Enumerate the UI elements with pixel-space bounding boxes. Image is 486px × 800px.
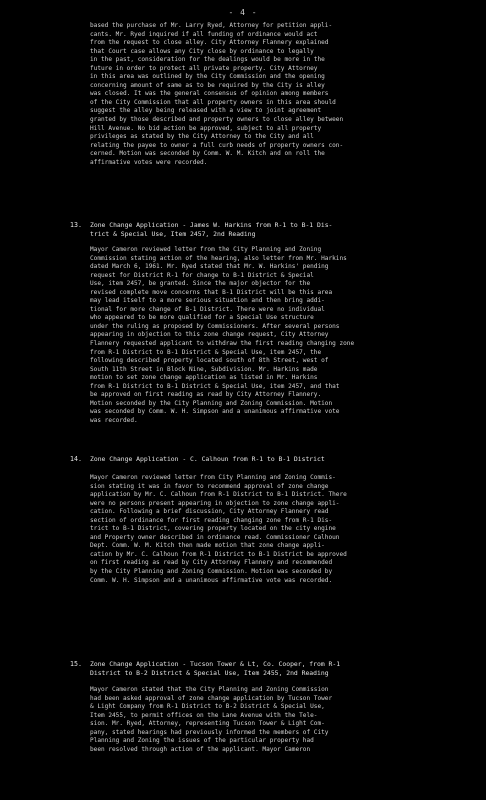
item-number: 14. <box>70 455 82 463</box>
intro-paragraph: based the purchase of Mr. Larry Ryed, Attorney for petition appli- cants. Mr. Ryed inquired if all funding of ordinance would act from the request to close alley. City Attorney Flannery explained that Court case allows any City close by ordinance to legally in the past, consideration for the dealings would be more in the future in order to protect all private property. City Attorney in this area was outlined by the City Commission and the opening concerning amount of same as to be required by the City is alley was closed. It was the general consensus of opinion among members of the City Commission that all property owners in this area should suggest the alley being released with a view to joint agreement granted by those described and property owners to close alley between Hill Avenue. No bid action be approved, subject to all property privileges as stated by the City Attorney to the City and all relating the payee to owner a full curb needs of property owners con- cerned. Motion was seconded by Comm. W. M. Kitch and on roll the affirmative votes were recorded. <box>90 22 344 166</box>
item-heading: Zone Change Application - C. Calhoun from R-1 to B-1 District <box>90 455 325 463</box>
item-heading: Zone Change Application - Tucson Tower & Lt, Co. Cooper, from R-1 District to B-2 District & Special Use, Item 2455, 2nd Reading <box>90 660 341 677</box>
item-number: 13. <box>70 221 82 229</box>
item-body: Mayor Cameron stated that the City Planning and Zoning Commission had been asked approval of zone change application by Tucson Tower & Light Company from R-1 District to B-2 District & Special Use, Item 2455, to permit offices on the Lane Avenue with the Tele- sion. Mr. Ryed, Attorney, representing Tucson Tower & Light Com- pany, stated hearings had previously informed the members of City Planning and Zoning the issues of the particular property had been resolved through action of the applicant. Mayor Cameron <box>90 686 333 753</box>
item-heading: Zone Change Application - James W. Harkins from R-1 to B-1 Dis- trict & Special Use, Item 2457, 2nd Reading <box>90 221 333 238</box>
item-body: Mayor Cameron reviewed letter from City Planning and Zoning Commis- sion stating it was in favor to recommend approval of zone change application by Mr. C. Calhoun from R-1 District to B-1 District. There were no persons present appearing in objection to zone change appli- cation. Following a brief discussion, City Attorney Flannery read section of ordinance for first reading changing zone from R-1 Dis- trict to B-1 District, covering property located on the city engine and Property owner described in ordinance read. Commissioner Calhoun Dept. Comm. W. M. Kitch then made motion that zone change appli- cation by Mr. C. Calhoun from R-1 District to B-1 District be approved on first reading as read by City Attorney Flannery and recommended by the City Planning and Zoning Commission. Motion was seconded by Comm. W. H. Simpson and a unanimous affirmative vote was recorded. <box>90 474 347 584</box>
item-body: Mayor Cameron reviewed letter from the City Planning and Zoning Commission stating action of the hearing, also letter from Mr. Harkins dated March 6, 1961. Mr. Ryed stated that Mr. W. Harkins' pending request for District R-1 for change to B-1 District & Special Use, item 2457, be granted. Since the major objector for the revised complete move concerns that B-1 District will be this area may lead itself to a more serious situation and then bring addi- tional for more change of B-1 District. There were no individual who appeared to be more qualified for a Special Use structure under the ruling as proposed by Commissioners. After several persons appearing in objection to this zone change request, City Attorney Flannery requested applicant to withdraw the first reading changing zone from R-1 District to B-1 District & Special Use, item 2457, the following described property located south of 8th Street, west of South 11th Street in Block Nine, Subdivision. Mr. Harkins made motion to set zone change application as listed in Mr. Harkins from R-1 District to B-1 District & Special Use, item 2457, and that be approved on first reading as read by City Attorney Flannery. Motion seconded by the City Planning and Zoning Commission. Motion was seconded by Comm. W. H. Simpson and a unanimous affirmative vote was recorded. <box>90 246 355 424</box>
item-number: 15. <box>70 660 82 668</box>
page-number: - 4 - <box>228 8 258 17</box>
